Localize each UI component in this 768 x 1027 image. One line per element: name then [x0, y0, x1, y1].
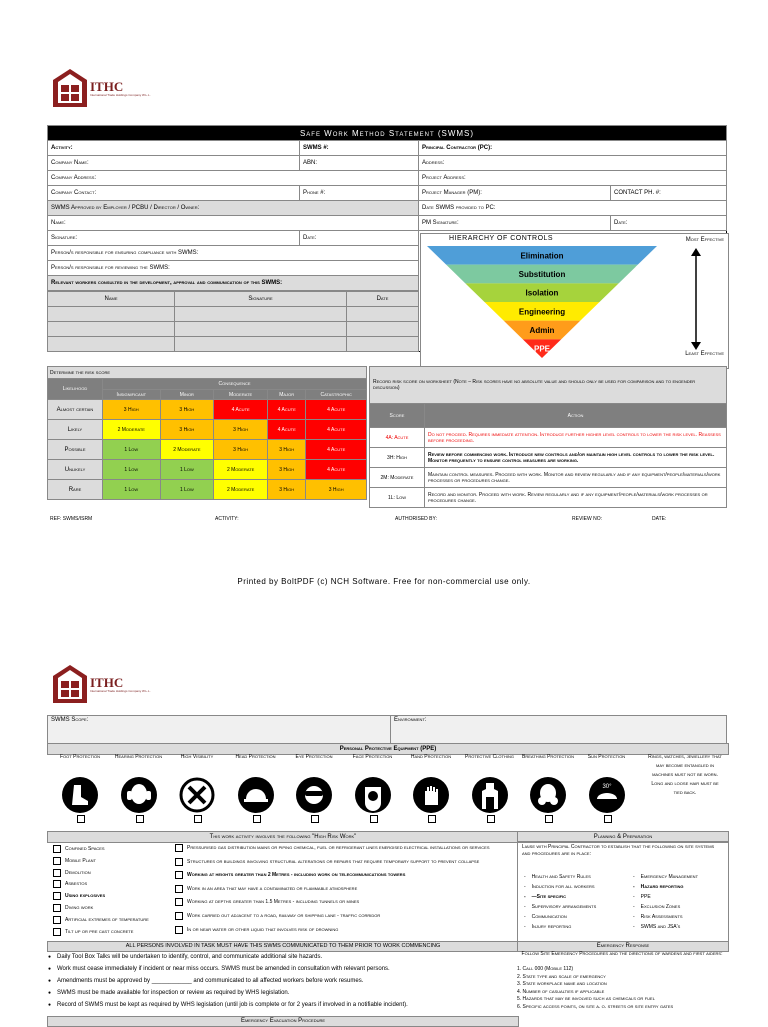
hrw-checkbox[interactable]: [53, 857, 61, 865]
risk-cell: 4 Acute: [268, 400, 306, 420]
goggles-icon: [296, 777, 332, 813]
emergency-intro: Follow Site Emergency Procedures and the directions of wardens and first aiders:: [521, 951, 723, 957]
pyramid-label-1: Substitution: [518, 270, 566, 279]
ppe-label: Protective Clothing: [464, 754, 514, 760]
action-acute: Do not proceed. Requires immediate attention. Introduce further higher level controls to lower the risk level. Reassess before proceeding.: [425, 428, 727, 448]
jewellery-warning: Rings, watches, jewellery that may become entangled in machines must not be worn. Long and loose hair must be tied back.: [648, 754, 722, 796]
hrw-item[interactable]: [175, 926, 515, 934]
swms-title: Safe Work Method Statement (SWMS): [48, 126, 727, 141]
table-row[interactable]: [48, 307, 418, 322]
plan-list-item: - Supervisory arrangements: [524, 904, 597, 910]
pyramid-label-3: Engineering: [518, 307, 566, 317]
hrw-checkbox[interactable]: [175, 885, 183, 893]
hrw-label: Working at heights greater than 2 Metres - including work on telecommunications towers: [187, 872, 406, 879]
hrw-checkbox[interactable]: [53, 928, 61, 936]
plan-item: Health and Safety Rules: [531, 874, 591, 880]
likelihood-label: Almost certain: [48, 400, 103, 420]
risk-cell: 3 High: [268, 440, 306, 460]
risk-cell: 1 Low: [103, 440, 161, 460]
ppe-label: Sun Protection: [587, 754, 626, 760]
hrw-label: Work carried out adjacent to a road, railway or shipping lane - traffic corridor: [187, 913, 381, 919]
table-row: [48, 420, 367, 440]
plan-item: Risk Assessments: [640, 914, 683, 920]
ppe-checkbox[interactable]: [77, 815, 85, 823]
bullet-item: ● Record of SWMS must be kept as required by WHS legislation (until job is complete or for 2 years if involved in a notifiable incident).: [47, 999, 517, 1011]
risk-cell: 3 High: [268, 480, 306, 500]
plan-list-item: - Induction for all workers: [524, 884, 595, 890]
ppe-label: Foot Protection: [60, 754, 100, 760]
hrw-checkbox[interactable]: [53, 892, 61, 900]
hrw-checkbox[interactable]: [175, 926, 183, 934]
hrw-label: Artificial extremes of temperature: [65, 916, 149, 923]
most-effective-label: Most Effective: [685, 237, 724, 243]
plan-list-item: - Health and Safety Rules: [524, 874, 591, 880]
plan-item: Induction for all workers: [531, 884, 595, 890]
controls-pyramid: [427, 246, 657, 358]
ppe-checkbox[interactable]: [194, 815, 202, 823]
risk-cell: 3 High: [214, 440, 268, 460]
hrw-label: Tilt up or pre cast concrete: [65, 928, 134, 935]
risk-cell: 2 Moderate: [214, 480, 268, 500]
emergency-step: 2. State type and scale of emergency: [517, 973, 606, 980]
plan-list-item: - Hazard reporting: [633, 884, 684, 890]
emergency-step: 3. State workplace name and location: [517, 981, 607, 988]
risk-cell: 2 Moderate: [103, 420, 161, 440]
pyramid-label-5: PPE: [533, 344, 551, 354]
ppe-label: High Visibility: [180, 754, 214, 760]
consequence-col-4: Catastrophic: [306, 390, 367, 400]
emergency-step: 5. Hazards that may be involved such as chemicals or fuel: [517, 996, 655, 1003]
evacuation-title: Emergency Evacuation Procedure: [47, 1016, 519, 1027]
likelihood-label: Unlikely: [48, 460, 103, 480]
compliance-person-field[interactable]: Person/s responsible for ensuring compliance with SWMS:: [48, 246, 419, 261]
footer-authorised: AUTHORISED BY:: [395, 516, 437, 522]
risk-cell: 4 Acute: [306, 400, 367, 420]
hrw-title: This work activity involves the following "High Risk Work": [47, 831, 519, 843]
risk-cell: 4 Acute: [306, 440, 367, 460]
reviewer-person-field[interactable]: Person/s responsible for reviewing the SWMS:: [48, 261, 419, 276]
hrw-label: In or near water or other liquid that involves risk of drowning: [187, 926, 339, 933]
hrw-item[interactable]: [175, 885, 515, 893]
table-row: [48, 440, 367, 460]
hierarchy-of-controls: [420, 233, 729, 369]
bullet-item: ● Daily Tool Box Talks will be undertaken to identify, control, and communicate additional site hazards.: [47, 951, 517, 963]
plan-title: Planning & Preparation: [517, 831, 729, 843]
workers-consulted-label: Relevant workers consulted in the development, approval and communication of this SWMS:: [48, 276, 419, 291]
svg-text:30°: 30°: [601, 784, 612, 790]
ppe-label: Eye Protection: [295, 754, 333, 760]
likelihood-label: Possible: [48, 440, 103, 460]
risk-cell: 1 Low: [103, 480, 161, 500]
hrw-checkbox[interactable]: [53, 880, 61, 888]
signature-date-field[interactable]: Date:: [300, 231, 419, 246]
risk-action-table: [369, 366, 727, 508]
pm-date-field[interactable]: Date:: [611, 216, 727, 231]
score-low: 1L: Low: [370, 488, 425, 508]
risk-cell: 4 Acute: [268, 420, 306, 440]
ppe-label: Hearing Protection: [114, 754, 163, 760]
principal-contractor-field[interactable]: Principal Contractor (PC):: [419, 141, 727, 156]
risk-cell: 4 Acute: [306, 460, 367, 480]
consequence-col-0: Insignificant: [103, 390, 161, 400]
activity-field[interactable]: Activity:: [48, 141, 300, 156]
company-logo: [52, 68, 151, 108]
bullet-item: ● SWMS must be made available for inspection or review as required by WHS legislation.: [47, 987, 517, 999]
action-low: Record and monitor. Proceed with work. Review regularly and if any equipment/people/materials/work processes or procedures change.: [425, 488, 727, 508]
table-row: [370, 428, 727, 448]
face-shield-icon: [355, 777, 391, 813]
date-provided-field[interactable]: Date SWMS provided to PC:: [419, 201, 727, 216]
hrw-label: Structures or buildings involving structural alterations or repairs that require temporary support to prevent collapse: [187, 858, 480, 865]
hrw-item[interactable]: [53, 928, 171, 936]
high-risk-work-list: [47, 841, 517, 941]
emergency-title: Emergency Response: [517, 941, 729, 952]
plan-item: Communication: [531, 914, 567, 920]
company-address-field[interactable]: Company Address:: [48, 171, 419, 186]
scope-table: [47, 715, 727, 745]
ppe-label: Hand Protection: [410, 754, 452, 760]
scope-field[interactable]: SWMS Scope:: [48, 716, 391, 745]
ppe-checkbox[interactable]: [487, 815, 495, 823]
table-row[interactable]: [48, 337, 418, 352]
boot-icon: [62, 777, 98, 813]
hrw-checkbox[interactable]: [175, 871, 183, 879]
record-risk-intro: Record risk score on worksheet (Note – Risk scores have no absolute value and should only be used for comparison and to engender discussion): [370, 367, 727, 404]
ppe-checkbox[interactable]: [370, 815, 378, 823]
hard-hat-icon: [238, 777, 274, 813]
signature-field[interactable]: Signature:: [48, 231, 300, 246]
company-name-field[interactable]: Company Name:: [48, 156, 300, 171]
address-field[interactable]: Address:: [419, 156, 727, 171]
plan-list-item: - —Site specific: [524, 894, 567, 900]
ppe-checkbox[interactable]: [604, 815, 612, 823]
hrw-label: Working at depths greater than 1.5 Metres - including tunnels or mines: [187, 899, 360, 906]
hrw-checkbox[interactable]: [175, 858, 183, 866]
hrw-item[interactable]: [53, 857, 171, 865]
table-row: [370, 488, 727, 508]
table-row: [48, 400, 367, 420]
plan-list-item: - Communication: [524, 914, 567, 920]
footer-activity: ACTIVITY:: [215, 516, 239, 522]
hrw-item[interactable]: [53, 869, 171, 877]
least-effective-label: Least Effective: [685, 351, 724, 357]
environment-field[interactable]: Environment:: [391, 716, 727, 745]
hrw-checkbox[interactable]: [175, 912, 183, 920]
table-row: [370, 468, 727, 488]
logo-name: ITHC: [90, 78, 124, 94]
risk-cell: 1 Low: [160, 460, 214, 480]
risk-cell: 3 High: [214, 420, 268, 440]
hrw-item[interactable]: [53, 880, 171, 888]
pm-signature-field[interactable]: PM Signature:: [419, 216, 611, 231]
respirator-icon: [530, 777, 566, 813]
risk-cell: 4 Acute: [306, 420, 367, 440]
hrw-item[interactable]: [175, 871, 515, 879]
plan-item: Emergency Management: [640, 874, 699, 880]
score-high: 3H: High: [370, 448, 425, 468]
plan-item: Injury reporting: [531, 924, 572, 930]
determine-risk-label: Determine the risk score: [48, 367, 367, 379]
ppe-row: [47, 753, 727, 831]
hrw-label: Using explosives: [65, 893, 106, 900]
hrw-label: Pressurised gas distribution mains or piping chemical, fuel or refrigerant lines energised electrical installations or services: [187, 845, 490, 851]
hrw-checkbox[interactable]: [175, 898, 183, 906]
communication-bar: ALL PERSONS INVOLVED IN TASK MUST HAVE THIS SWMS COMMUNICATED TO THEM PRIOR TO WORK COMMENCING: [47, 941, 519, 952]
footer-date: DATE:: [652, 516, 667, 522]
ppe-title: Personal Protective Equipment (PPE): [47, 743, 729, 755]
hrw-checkbox[interactable]: [53, 869, 61, 877]
ppe-label: Head Protection: [235, 754, 276, 760]
pyramid-label-0: Elimination: [520, 251, 564, 261]
plan-item: PPE: [640, 894, 651, 900]
plan-item: Supervisory arrangements: [531, 904, 597, 910]
swms-bullet-list: [47, 951, 517, 1011]
risk-cell: 3 High: [160, 420, 214, 440]
hrw-item[interactable]: [53, 916, 171, 924]
plan-list-item: - Injury reporting: [524, 924, 572, 930]
risk-cell: 3 High: [268, 460, 306, 480]
emergency-step: 1. Call 000 (Mobile 112): [517, 966, 574, 972]
swms-number-field[interactable]: SWMS #:: [300, 141, 419, 156]
risk-cell: 1 Low: [160, 480, 214, 500]
hierarchy-title: HIERARCHY OF CONTROLS: [449, 235, 554, 242]
plan-item: Hazard reporting: [640, 884, 684, 890]
hrw-item[interactable]: [53, 904, 171, 912]
earmuff-icon: [121, 777, 157, 813]
hi-vis-icon: [179, 777, 215, 813]
ppe-checkbox[interactable]: [136, 815, 144, 823]
hrw-label: Mobile Plant: [65, 857, 96, 864]
score-moderate: 2M: Moderate: [370, 468, 425, 488]
risk-cell: 2 Moderate: [160, 440, 214, 460]
logo-tagline: International Trade Holdings Company W.L.L.: [90, 92, 151, 97]
hrw-item[interactable]: [175, 912, 515, 920]
risk-cell: 1 Low: [103, 460, 161, 480]
likelihood-header: Likelihood: [48, 379, 103, 400]
consequence-header: Consequence: [103, 379, 367, 390]
consequence-col-1: Minor: [160, 390, 214, 400]
effectiveness-arrow-icon: [689, 248, 703, 350]
risk-cell: 2 Moderate: [214, 460, 268, 480]
risk-cell: 4 Acute: [214, 400, 268, 420]
table-row[interactable]: [48, 322, 418, 337]
action-high: Review before commencing work. Introduce new controls and/or maintain high level controls to lower the risk level. Monitor frequently to ensure control measures are working.: [425, 448, 727, 468]
bullet-item: ● Amendments must be approved by ____________ and communicated to all affected workers before work resumes.: [47, 975, 517, 987]
table-row: [370, 448, 727, 468]
ppe-label: Breathing Protection: [522, 754, 574, 760]
risk-cell: 3 High: [306, 480, 367, 500]
table-row: [48, 480, 367, 500]
approved-by-field: SWMS Approved by Employer / PCBU / Director / Owner:: [48, 201, 419, 216]
pyramid-label-2: Isolation: [525, 288, 559, 298]
action-header: Action: [425, 404, 727, 428]
hrw-item[interactable]: [175, 858, 515, 866]
planning-preparation: [517, 841, 729, 943]
printed-notice: Printed by BoltPDF (c) NCH Software. Free for non-commercial use only.: [237, 577, 531, 586]
consultation-signature-table: [48, 291, 418, 351]
logo-mark-icon: [52, 68, 88, 108]
company-logo-page2: [52, 664, 151, 704]
plan-item: —Site specific: [531, 894, 567, 900]
plan-intro: Liaise with Principal Contractor to establish that the following on site systems and procedures are in place:: [522, 844, 715, 857]
abn-field[interactable]: ABN:: [300, 156, 419, 171]
likelihood-label: Rare: [48, 480, 103, 500]
score-acute: 4A: Acute: [370, 428, 425, 448]
glove-icon: [413, 777, 449, 813]
hrw-item[interactable]: [53, 892, 171, 900]
name-field[interactable]: Name:: [48, 216, 419, 231]
hrw-checkbox[interactable]: [53, 845, 61, 853]
plan-item: Exclusion Zones: [640, 904, 681, 910]
plan-list-item: - Exclusion Zones: [633, 904, 681, 910]
col-name: Name: [48, 292, 175, 307]
footer-review: REVIEW NO:: [572, 516, 603, 522]
contact-phone-field[interactable]: CONTACT PH. #:: [611, 186, 727, 201]
hrw-item[interactable]: [53, 845, 171, 853]
emergency-response: [517, 951, 727, 1012]
plan-list-item: - PPE: [633, 894, 651, 900]
hrw-label: Diving work: [65, 905, 94, 911]
project-manager-field[interactable]: Project Manager (PM):: [419, 186, 611, 201]
logo-mark-icon: [52, 664, 88, 704]
phone-field[interactable]: Phone #:: [300, 186, 419, 201]
company-contact-field[interactable]: Company Contact:: [48, 186, 300, 201]
pyramid-label-4: Admin: [529, 326, 555, 335]
risk-cell: 3 High: [103, 400, 161, 420]
sun-icon: [589, 777, 625, 813]
ppe-label: Face Protection: [352, 754, 393, 760]
hrw-label: Demolition: [65, 869, 91, 876]
overalls-icon: [472, 777, 508, 813]
ppe-checkbox[interactable]: [253, 815, 261, 823]
emergency-step: 4. Number of casualties if applicable: [517, 988, 605, 995]
likelihood-label: Likely: [48, 420, 103, 440]
col-signature: Signature: [175, 292, 347, 307]
hrw-item[interactable]: [175, 844, 515, 852]
ppe-checkbox[interactable]: [311, 815, 319, 823]
ppe-checkbox[interactable]: [428, 815, 436, 823]
risk-matrix: [47, 366, 367, 500]
logo-tagline: International Trade Holdings Company W.L.L.: [90, 688, 151, 693]
risk-cell: 3 High: [160, 400, 214, 420]
hrw-checkbox[interactable]: [175, 844, 183, 852]
plan-item: SWMS and JSA's: [640, 924, 681, 930]
consequence-col-2: Moderate: [214, 390, 268, 400]
hrw-label: Confined Spaces: [65, 846, 105, 852]
action-moderate: Maintain control measures. Proceed with work. Monitor and review regularly and if any equipment/people/materials/work processes or procedures change.: [425, 468, 727, 488]
hrw-checkbox[interactable]: [53, 916, 61, 924]
ppe-checkbox[interactable]: [545, 815, 553, 823]
hrw-checkbox[interactable]: [53, 904, 61, 912]
col-date: Date: [347, 292, 419, 307]
hrw-label: Work in an area that may have a contaminated or flammable atmosphere: [187, 885, 358, 892]
emergency-step: 6. Specific access points, on site a. o. streets or site entry gates: [517, 1003, 674, 1010]
plan-list-item: - SWMS and JSA's: [633, 924, 681, 930]
project-address-field[interactable]: Project Address:: [419, 171, 727, 186]
hrw-item[interactable]: [175, 898, 515, 906]
logo-name: ITHC: [90, 674, 124, 690]
hrw-label: Asbestos: [65, 881, 88, 888]
plan-list-item: - Risk Assessments: [633, 914, 683, 920]
footer-ref: REF: SWMS/ISRM: [50, 516, 93, 522]
table-row: [48, 460, 367, 480]
bullet-item: ● Work must cease immediately if incident or near miss occurs. SWMS must be amended in consultation with relevant persons.: [47, 963, 517, 975]
score-header: Score: [370, 404, 425, 428]
plan-list-item: - Emergency Management: [633, 874, 699, 880]
consequence-col-3: Major: [268, 390, 306, 400]
